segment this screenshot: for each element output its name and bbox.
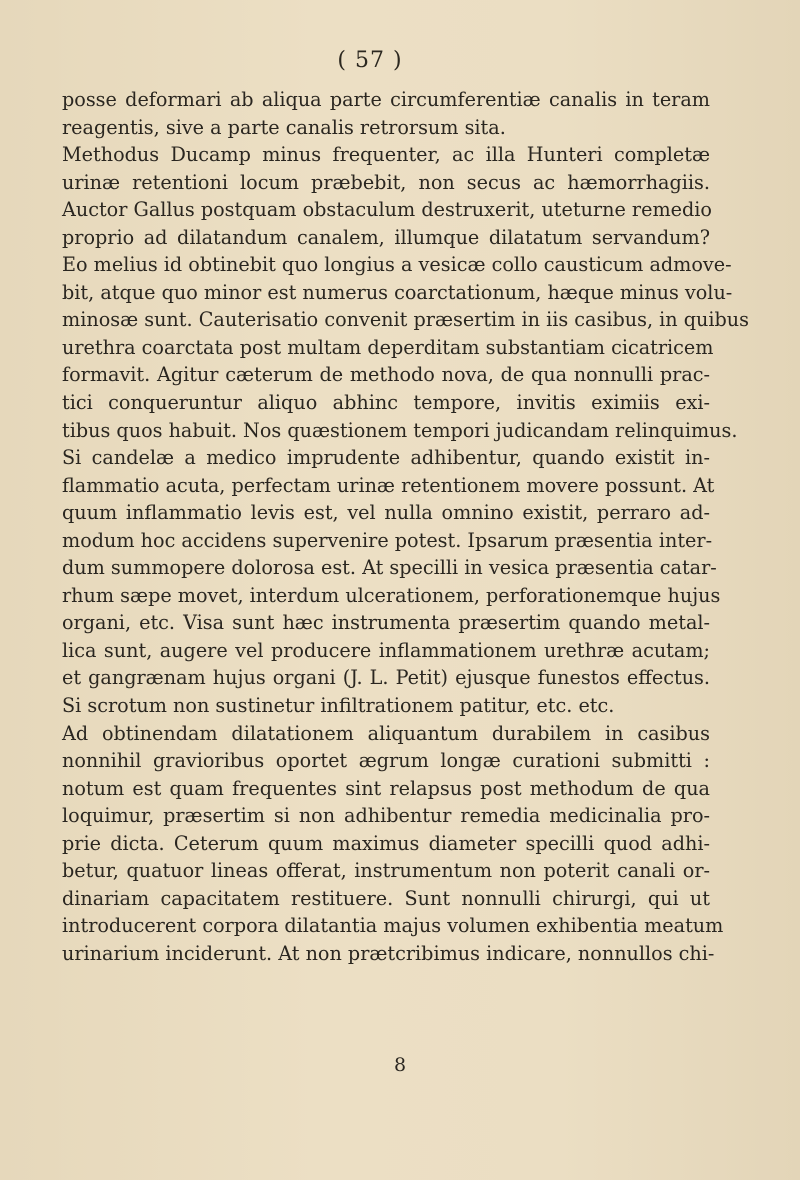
- text-line: loquimur, præsertim si non adhibentur remedia medicinalia pro-: [62, 804, 710, 828]
- text-line: urethra coarctata post multam deperditam substantiam cicatricem: [62, 335, 714, 359]
- page-number: ( 57 ): [337, 48, 403, 73]
- text-line: reagentis, sive a parte canalis retrorsum sita.: [62, 115, 506, 139]
- text-line: nonnihil gravioribus oportet ægrum longæ curationi submitti :: [62, 749, 710, 773]
- text-line: dinariam capacitatem restituere. Sunt nonnulli chirurgi, qui ut: [62, 886, 710, 910]
- text-line: lica sunt, augere vel producere inflammationem urethræ acutam;: [62, 638, 710, 662]
- text-line: tibus quos habuit. Nos quæstionem tempori judicandam relinquimus.: [62, 418, 738, 442]
- text-line: organi, etc. Visa sunt hæc instrumenta præsertim quando metal-: [62, 611, 710, 635]
- text-line: betur, quatuor lineas offerat, instrumentum non poterit canali or-: [62, 859, 710, 883]
- text-line: notum est quam frequentes sint relapsus post methodum de qua: [62, 776, 710, 800]
- text-line: proprio ad dilatandum canalem, illumque dilatatum servandum?: [62, 225, 710, 249]
- text-line: flammatio acuta, perfectam urinæ retentionem movere possunt. At: [62, 473, 715, 497]
- text-line: Si scrotum non sustinetur infiltrationem patitur, etc. etc.: [62, 694, 615, 718]
- text-line: Si candelæ a medico imprudente adhibentur, quando existit in-: [62, 446, 710, 470]
- text-line: prie dicta. Ceterum quum maximus diameter specilli quod adhi-: [62, 831, 710, 855]
- text-line: Ad obtinendam dilatationem aliquantum durabilem in casibus: [62, 721, 710, 745]
- text-line: tici conqueruntur aliquo abhinc tempore, invitis eximiis exi-: [62, 391, 710, 415]
- text-line: urinarium inciderunt. At non prætcribimus indicare, nonnullos chi-: [62, 941, 715, 965]
- text-line: introducerent corpora dilatantia majus volumen exhibentia meatum: [62, 914, 724, 938]
- text-line: urinæ retentioni locum præbebit, non secus ac hæmorrhagiis.: [62, 170, 710, 194]
- text-line: dum summopere dolorosa est. At specilli in vesica præsentia catar-: [62, 556, 717, 580]
- text-line: bit, atque quo minor est numerus coarctationum, hæque minus volu-: [62, 280, 733, 304]
- signature-mark: 8: [393, 1054, 407, 1076]
- text-line: Auctor Gallus postquam obstaculum destruxerit, uteturne remedio: [62, 198, 712, 222]
- body-text: [62, 86, 750, 968]
- text-line: posse deformari ab aliqua parte circumferentiæ canalis in teram: [62, 88, 710, 111]
- text-line: minosæ sunt. Cauterisatio convenit præsertim in iis casibus, in quibus: [62, 308, 750, 332]
- text-line: quum inflammatio levis est, vel nulla omnino existit, perraro ad-: [62, 501, 710, 525]
- text-line: modum hoc accidens supervenire potest. Ipsarum præsentia inter-: [62, 528, 713, 552]
- text-line: rhum sæpe movet, interdum ulcerationem, perforationemque hujus: [62, 583, 721, 607]
- text-line: et gangrænam hujus organi (J. L. Petit) ejusque funestos effectus.: [62, 666, 710, 690]
- text-line: Eo melius id obtinebit quo longius a vesicæ collo causticum admove-: [62, 253, 732, 277]
- text-line: Methodus Ducamp minus frequenter, ac illa Hunteri completæ: [62, 143, 710, 167]
- text-line: formavit. Agitur cæterum de methodo nova, de qua nonnulli prac-: [62, 363, 710, 387]
